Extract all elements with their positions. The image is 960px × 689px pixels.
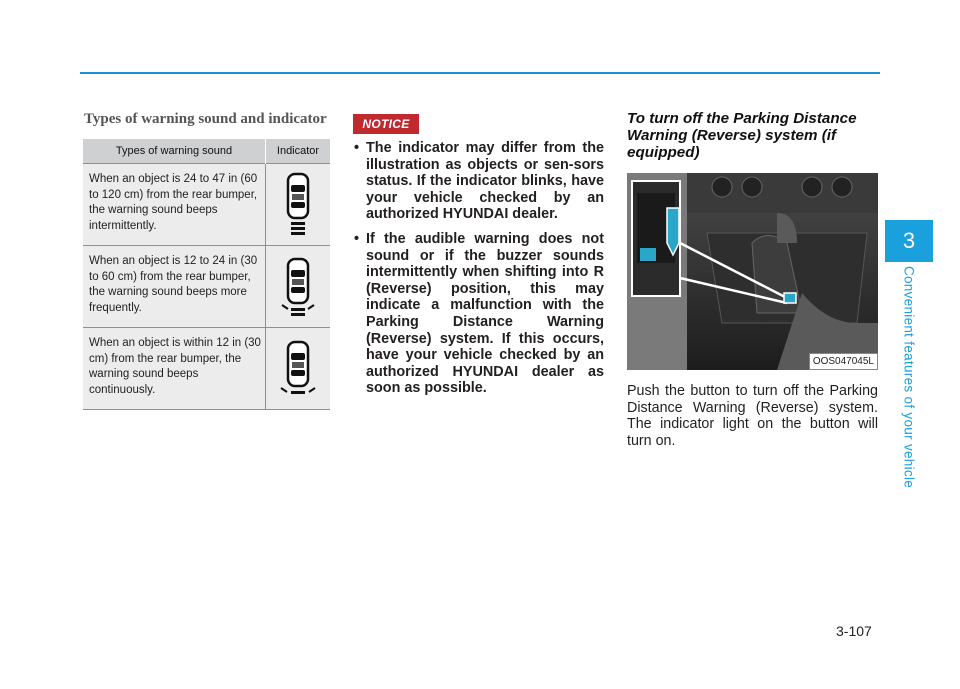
page-number: 3-107	[836, 623, 872, 639]
subsection-heading: To turn off the Parking Distance Warning (Reverse) system (if equipped)	[627, 110, 857, 161]
section-heading: Types of warning sound and indicator	[84, 111, 327, 127]
table-row	[83, 164, 330, 246]
notice-bullet: • If the audible warning does not sound or if the buzzer sounds intermittently when shifting into R (Reverse) position, this may indicate a malfunction with the Parking Distance Warning (Reverse) system. If this occurs, have your vehicle checked by an authorized HYUNDAI dealer as soon as possible.	[354, 230, 604, 397]
chapter-title: Convenient features of your vehicle	[901, 265, 917, 489]
table-row	[83, 246, 330, 328]
header-warning-sound: Types of warning sound	[83, 139, 266, 164]
photo-code: OOS047045L	[809, 353, 878, 370]
notice-badge: NOTICE	[353, 114, 419, 134]
table-header-row	[83, 139, 330, 164]
indicator-cell	[266, 328, 331, 410]
indicator-cell	[266, 246, 331, 328]
notice-bullet: • The indicator may differ from the illustration as objects or sen-sors status. If the indicator blinks, have your vehicle checked by an authorized HYUNDAI dealer.	[354, 140, 604, 223]
chapter-side-title	[885, 262, 933, 492]
row-description: When an object is 24 to 47 in (60 to 120 cm) from the rear bumper, the warning sound beeps intermittently.	[83, 164, 266, 246]
top-rule	[80, 72, 880, 74]
warning-table	[83, 139, 330, 410]
chapter-number: 3	[902, 228, 916, 253]
chapter-tab	[885, 220, 933, 262]
notice-bullet-list	[354, 140, 604, 405]
body-paragraph: Push the button to turn off the Parking Distance Warning (Reverse) system. The indicator light on the button will turn on.	[627, 383, 878, 449]
car-far-warning-icon	[283, 172, 313, 238]
row-description: When an object is within 12 in (30 cm) from the rear bumper, the warning sound beeps continuously.	[83, 328, 266, 410]
car-mid-warning-icon	[276, 257, 320, 317]
console-illustration	[627, 173, 878, 370]
car-near-warning-icon	[276, 340, 320, 398]
table-row	[83, 328, 330, 410]
header-indicator: Indicator	[266, 139, 331, 164]
indicator-cell	[266, 164, 331, 246]
row-description: When an object is 12 to 24 in (30 to 60 cm) from the rear bumper, the warning sound beeps more frequently.	[83, 246, 266, 328]
center-console-photo	[627, 173, 878, 370]
